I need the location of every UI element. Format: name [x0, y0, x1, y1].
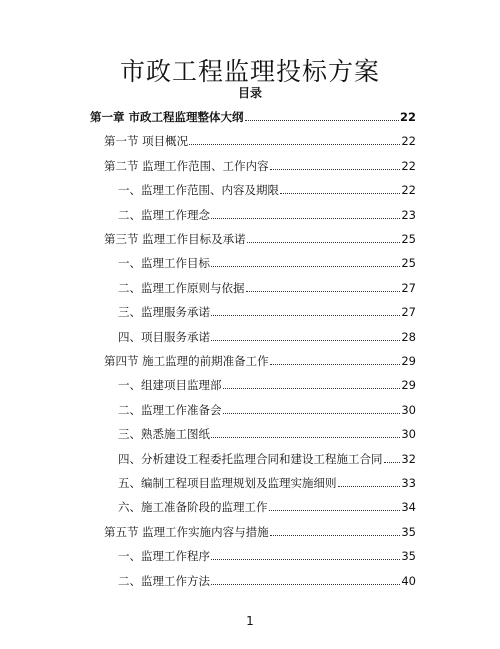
toc-entry[interactable]	[118, 548, 416, 564]
toc-entry[interactable]	[118, 304, 416, 320]
toc-entry-page: 22	[399, 110, 416, 124]
toc-entry[interactable]	[104, 353, 416, 369]
toc-entry-label: 一、监理工作目标	[118, 256, 210, 271]
toc-entry-page: 22	[401, 183, 416, 198]
toc-entry-page: 29	[401, 354, 416, 368]
toc-entry[interactable]	[118, 182, 416, 198]
toc-leader-dots	[189, 134, 400, 145]
toc-entry-page: 30	[401, 427, 416, 442]
toc-entry-label: 一、监理工作程序	[118, 549, 210, 564]
toc-leader-dots	[211, 549, 400, 560]
toc-entry-label: 二、监理工作准备会	[118, 402, 222, 417]
toc-entry-page: 35	[401, 524, 416, 539]
toc-entry[interactable]	[118, 255, 416, 271]
toc-leader-dots	[211, 305, 400, 316]
toc-entry-label: 第一章 市政工程监理整体大纲	[90, 110, 244, 124]
toc-entry-page: 40	[401, 573, 416, 588]
toc-entry[interactable]	[118, 573, 416, 589]
toc-leader-dots	[246, 281, 401, 292]
toc-entry-label: 三、监理服务承诺	[118, 305, 210, 320]
toc-leader-dots	[211, 330, 400, 341]
toc-leader-dots	[270, 159, 401, 170]
toc-entry-label: 一、监理工作范围、内容及期限	[118, 183, 279, 198]
toc-entry-page: 35	[401, 549, 416, 564]
toc-entry-page: 25	[401, 232, 416, 246]
toc-entry[interactable]	[104, 158, 416, 174]
toc-leader-dots	[223, 378, 401, 389]
toc-entry-page: 34	[401, 500, 416, 515]
toc-leader-dots	[270, 525, 401, 536]
toc-leader-dots	[245, 110, 399, 121]
toc-entry-label: 第二节 监理工作范围、工作内容	[104, 158, 269, 173]
toc-entry[interactable]	[118, 499, 416, 515]
toc-entry-label: 五、编制工程项目监理规划及监理实施细则	[118, 476, 337, 490]
document-title: 市政工程监理投标方案	[119, 57, 380, 86]
toc-leader-dots	[211, 427, 400, 438]
toc-entry[interactable]	[118, 207, 416, 223]
toc-entry[interactable]	[104, 524, 416, 540]
toc-entry[interactable]	[118, 451, 416, 467]
toc-entry[interactable]	[118, 280, 416, 296]
toc-entry-label: 第一节 项目概况	[104, 134, 189, 149]
toc-leader-dots	[270, 354, 401, 365]
toc-leader-dots	[223, 403, 401, 414]
toc-entry[interactable]	[104, 133, 416, 149]
toc-heading: 目录	[237, 86, 262, 100]
toc-entry-page: 22	[401, 134, 416, 149]
toc-entry-label: 六、施工准备阶段的监理工作	[118, 500, 268, 515]
toc-entry-label: 第五节 监理工作实施内容与措施	[104, 524, 269, 539]
toc-entry-page: 22	[401, 158, 416, 173]
toc-entry-page: 32	[401, 451, 416, 466]
toc-leader-dots	[280, 183, 400, 194]
toc-leader-dots	[211, 208, 400, 219]
toc-leader-dots	[247, 232, 401, 243]
toc-entry-page: 25	[401, 256, 416, 271]
toc-entry-label: 二、监理工作原则与依据	[118, 280, 245, 295]
toc-entry-label: 二、监理工作方法	[118, 573, 210, 588]
toc-entry-label: 四、项目服务承诺	[118, 329, 210, 344]
toc-entry-page: 28	[401, 329, 416, 344]
toc-entry-label: 第四节 施工监理的前期准备工作	[104, 354, 269, 368]
toc-entry-label: 一、组建项目监理部	[118, 378, 222, 393]
toc-entry[interactable]	[90, 109, 416, 125]
toc-entry-page: 30	[401, 402, 416, 417]
toc-entry-page: 33	[401, 476, 416, 490]
toc-entry[interactable]	[118, 402, 416, 418]
toc-entry[interactable]	[118, 475, 416, 491]
toc-leader-dots	[338, 476, 401, 487]
toc-entry-label: 四、分析建设工程委托监理合同和建设工程施工合同	[118, 451, 383, 466]
toc-leader-dots	[269, 500, 401, 511]
page-number: 1	[246, 614, 254, 628]
toc-entry[interactable]	[118, 329, 416, 345]
toc-leader-dots	[211, 256, 400, 267]
toc-entry-label: 二、监理工作理念	[118, 207, 210, 222]
toc-entry-page: 27	[401, 305, 416, 320]
toc-leader-dots	[384, 452, 401, 463]
toc-entry-label: 第三节 监理工作目标及承诺	[104, 232, 246, 246]
toc-entry-label: 三、熟悉施工图纸	[118, 427, 210, 442]
toc-entry[interactable]	[118, 426, 416, 442]
toc-entry[interactable]	[104, 231, 416, 247]
toc-entry-page: 29	[401, 378, 416, 393]
toc-entry-page: 27	[401, 280, 416, 295]
toc-leader-dots	[211, 574, 400, 585]
toc-entry[interactable]	[118, 377, 416, 393]
toc-entry-page: 23	[401, 207, 416, 222]
